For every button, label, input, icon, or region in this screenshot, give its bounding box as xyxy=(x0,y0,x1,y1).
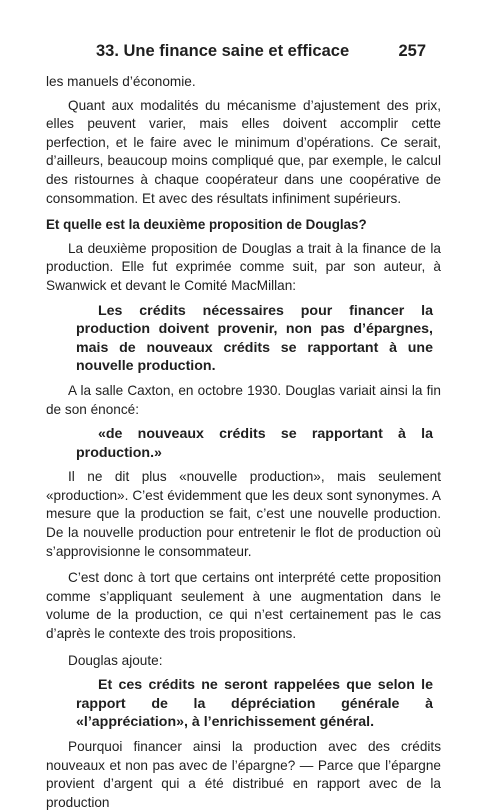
paragraph: Douglas ajoute: xyxy=(68,652,163,668)
paragraph: C’est donc à tort que certains ont interprété cette proposition comme s’appliquant seulement à une augmentation dans le volume de la production, ce qui n’est certainement pas le cas d’après le contexte des trois propositions. xyxy=(46,570,441,642)
page-body xyxy=(46,73,441,812)
page-header xyxy=(0,42,480,64)
block-quote: Les crédits nécessaires pour financer la production doivent provenir, non pas d’épargnes, mais de nouveaux crédits se rapportant à une nouvelle production. xyxy=(76,302,433,375)
paragraph: A la salle Caxton, en octobre 1930. Douglas variait ainsi la fin de son énoncé: xyxy=(46,382,441,417)
page-number: 257 xyxy=(398,42,426,60)
paragraph: Il ne dit plus «nouvelle production», mais seulement «production». C’est évidemment que les deux sont synonymes. A mesure que la production se fait, c’est une nouvelle production. De la nouvelle production pour entretenir le flot de production où s’approvisionne le consommateur. xyxy=(46,469,441,559)
section-question-heading: Et quelle est la deuxième proposition de Douglas? xyxy=(46,217,367,233)
block-quote: «de nouveaux crédits se rapportant à la production.» xyxy=(76,426,433,461)
paragraph: Pourquoi financer ainsi la production avec des crédits nouveaux et non pas avec de l’épargne? — Parce que l’épargne provient d’argent qui a été distribué en rapport avec de la production xyxy=(46,739,441,810)
chapter-title: 33. Une finance saine et efficace xyxy=(96,42,350,60)
paragraph: les manuels d’économie. xyxy=(46,74,196,89)
paragraph: Quant aux modalités du mécanisme d’ajustement des prix, elles peuvent varier, mais elles doivent accomplir cette perfection, et le faire avec le minimum d’opérations. Ce serait, d’ailleurs, beaucoup moins compliqué que, par exemple, le calcul des ristournes à chaque coopérateur dans une coopérative de consommation. Et avec des résultats infiniment supérieurs. xyxy=(46,97,441,206)
block-quote: Et ces crédits ne seront rappelées que selon le rapport de la dépréciation générale à «l’appréciation», à l’enrichissement général. xyxy=(76,677,433,731)
paragraph: La deuxième proposition de Douglas a trait à la finance de la production. Elle fut exprimée comme suit, par son auteur, à Swanwick et devant le Comité MacMillan: xyxy=(46,240,441,293)
